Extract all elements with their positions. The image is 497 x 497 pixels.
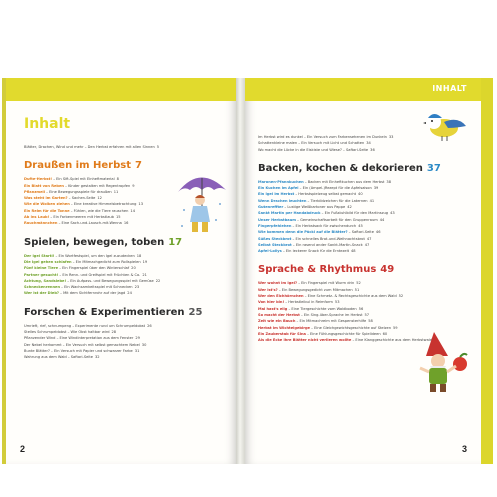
toc-entry-page: 52 xyxy=(398,294,404,299)
toc-entry-description: Umrieft, rief, schnumpeng – Experimente rund um Schrumpeldobst xyxy=(24,323,146,328)
section-title: Backen, kochen & dekorieren xyxy=(258,162,423,174)
toc-section-heading xyxy=(24,306,227,319)
toc-entry-title: Selbst Steckbrot xyxy=(258,242,292,247)
section-title: Forschen & Experimentieren xyxy=(24,306,185,318)
toc-entry-page: 21 xyxy=(142,272,147,277)
toc-entry-title: Sankt Martin per Handabdruck xyxy=(258,211,321,216)
toc-entry-page: 36 xyxy=(370,147,375,152)
toc-entry-description: – Ein Aufpass- und Bewegungsspiel mit Gemüse xyxy=(66,278,154,283)
toc-entry-description: – Ein Mitmachreim mit Gespensterhilfe xyxy=(295,319,367,324)
toc-entry-page: 19 xyxy=(142,259,148,264)
toc-entry-description: – Saftari-Seite xyxy=(347,230,374,235)
toc-entry-description: Schattenkleine malen – Ein Versuch mit Licht und Schatten xyxy=(258,141,365,146)
toc-entry-page: 32 xyxy=(94,355,100,360)
header-label: INHALT xyxy=(432,84,467,93)
toc-entry-page: 34 xyxy=(366,141,371,146)
toc-entry-description: Wo macht die Lücke in die Eiskiste und Wiese? – Saftari-Seite xyxy=(258,147,369,152)
toc-entry-title: Wer wohnt im Igel? xyxy=(258,281,298,286)
toc-entry-title: Wenn Drachen leuchten xyxy=(258,198,307,203)
left-page xyxy=(6,78,237,464)
right-cover-edge xyxy=(481,78,493,464)
toc-entry xyxy=(24,354,227,360)
toc-entry-description: – Eine Gleichgewichtsgeschichte auf Stelzen xyxy=(310,325,391,330)
toc-entry-title: Herbst im Wichtelgebirge xyxy=(258,325,310,330)
toc-entry-description: – Ein schnelles Brot-und-Weihnachtsbrot xyxy=(291,236,365,241)
page-title: Inhalt xyxy=(24,116,71,132)
toc-entry-description: – Sachen-Seite xyxy=(67,196,96,201)
toc-section-heading xyxy=(258,263,469,276)
toc-entry-title: Ein Zauberstab für Sina xyxy=(258,331,306,336)
toc-entry-page: 16 xyxy=(123,221,129,226)
toc-entry-description: – Eine Fühlungsgeschichte für Spielideen xyxy=(305,331,381,336)
toc-entry-page: 28 xyxy=(111,330,117,335)
toc-entry-title: Wer den Eichhörnchen xyxy=(258,294,304,299)
toc-entry-page: 31 xyxy=(134,348,140,353)
page-number-left: 2 xyxy=(20,444,26,454)
toc-entry-description: Im Herbst wird es dunkel – Ein Versuch zum Farbensehenen im Dunkeln xyxy=(258,135,387,139)
toc-entry-page: 48 xyxy=(351,249,356,254)
toc-entry-page: 53 xyxy=(334,300,340,305)
toc-entry-page: 9 xyxy=(132,183,135,188)
toc-entry-title: Schneckenrennen xyxy=(24,285,61,290)
toc-entry-description: – Ein Mitmachgedicht zum Rollspielen xyxy=(71,259,141,264)
section-title: Spielen, bewegen, toben xyxy=(24,236,165,248)
toc-entry-title: Die Igel gehen schlafen xyxy=(24,259,72,264)
toc-entry-description: – Ein Wachsamkeitsspiel mit Schnecken xyxy=(60,285,133,290)
toc-intro: Blätter, Drachen, Wind und mehr – Den Herbst erfahren mit allen Sinnen 5 xyxy=(24,145,160,149)
toc-entry-description: – Eine kreative Himmelsbetrachtung xyxy=(69,202,137,207)
toc-entry-description: – Ein Fingerspiel über den Winterschlaf xyxy=(58,266,130,271)
section-page: 17 xyxy=(168,236,183,248)
toc-entry-title: Wer ist der Dieb? xyxy=(24,291,59,296)
toc-entry-description: – Ein Herbstsack für zwischendurch xyxy=(291,223,357,228)
toc-entry-page: 56 xyxy=(358,306,364,311)
toc-entry-page: 30 xyxy=(141,342,147,347)
toc-entry-description: – Eine Sach-und-Lausch-mit-Wenna xyxy=(57,221,122,226)
toc-entry-description: – Ein Fußstuhlbild für den Martinszug xyxy=(320,211,389,216)
toc-entry-description: – Eine Bewegungsspiele für draußen xyxy=(45,189,112,194)
toc-entry-description: – Ein Wortfestspiel, um den Igel zuzudecken xyxy=(54,253,135,258)
toc-section-heading xyxy=(258,162,469,175)
toc-entry-title: Wer ist's? xyxy=(258,287,278,292)
toc-entry-title: Von hier bin! xyxy=(258,300,285,305)
toc-entry-page: 42 xyxy=(347,205,352,210)
toc-entry-description: – Ein (Ampel-)Rezept für die Apfelsaison xyxy=(298,186,372,191)
toc-entry-description: Wahrung aus dem Wald – Saftari-Seite xyxy=(24,355,93,360)
toc-entry-title: Achtung, Sandsiebe! xyxy=(24,278,67,283)
toc-entry-page: 60 xyxy=(382,331,388,336)
toc-entry-title: Partner gesucht! xyxy=(24,272,59,277)
toc-entry-page: 13 xyxy=(138,202,143,207)
toc-entry-description: Bunte Blätter? – Ein Versuch mit Papier und schwarzer Farbe xyxy=(24,348,133,353)
toc-entry-description: – Kinder gestalten mit Regentropfen xyxy=(63,183,131,188)
toc-entry-title: Süßes Steckbrot xyxy=(258,236,292,241)
toc-entry-title: Gutenreffter xyxy=(258,205,284,210)
toc-entry-title: Pflanzmeil xyxy=(24,189,46,194)
toc-entry-title: So macht der Herbst xyxy=(258,312,300,317)
toc-entry-description: – Gemeinschaftsarbeit für den Gruppenraum xyxy=(296,217,378,222)
toc-entry xyxy=(258,147,469,153)
toc-entry-page: 51 xyxy=(354,287,360,292)
toc-entry-page: 43 xyxy=(390,211,395,216)
toc-entry-title: Unser Herbstbaum xyxy=(258,217,297,222)
toc-entry-title: Wie die Wolken ziehen xyxy=(24,202,70,207)
toc-entry-description: Stelles Schrumpeldobst – Wie Obst haltbar wird xyxy=(24,330,110,335)
section-title: Sprache & Rhythmus xyxy=(258,264,377,276)
section-page: 7 xyxy=(134,160,142,172)
toc-entry-description: – Eine Tiergeschichte vom Waldboden xyxy=(287,306,357,311)
toc-entry-description: – Eine Schmetz- & Rechtsgeschichte aus dem Wald xyxy=(303,294,397,299)
toc-entry-title: Zeit wie ein Bauch xyxy=(258,319,296,324)
girl-with-umbrella-illustration xyxy=(176,170,228,238)
toc-entry-page: 57 xyxy=(364,312,370,317)
toc-entry-page: 29 xyxy=(135,336,140,341)
section-title: Draußen im Herbst xyxy=(24,160,131,172)
toc-entry-description: – Ein Bewegungsgedicht zum Mitmachen xyxy=(277,287,353,292)
section-page: 49 xyxy=(380,264,395,276)
toc-entry-description: – Lustige Weißkartoner aus Pappe xyxy=(283,205,346,210)
toc-entry-description: – Mit dem Sichtfernrohr auf der Jagd xyxy=(58,291,126,296)
toc-entry-page: 22 xyxy=(155,278,161,283)
toc-entry-description: – Eine Klanggeschichte aus dem Herbstwald xyxy=(351,338,433,343)
toc-entry-title: Fünf kleine Tiere xyxy=(24,266,59,271)
toc-entry-page: 41 xyxy=(369,198,375,203)
gnome-with-apple-illustration xyxy=(412,328,472,398)
toc-entry-description: – Fühlen, wie die Tiere rauschen xyxy=(69,208,129,213)
toc-entry-page: 46 xyxy=(375,230,381,235)
toc-entry-title: Ein Reim für die Tonne xyxy=(24,208,70,213)
book-spine xyxy=(236,78,245,464)
blue-tit-bird-illustration xyxy=(422,108,468,142)
toc-entry-description: Pflanzender Wind – Eine Windinterpretation aus dem Fenster xyxy=(24,336,134,341)
toc-entry-description: – Ein leckerer Snack für die Erntezeit xyxy=(281,249,349,254)
toc-entry xyxy=(24,290,227,296)
toc-entry-title: Maronen-Pfannkuchen xyxy=(258,179,304,184)
toc-entry-page: 38 xyxy=(386,179,391,184)
toc-entry-title: Ein Kuchen im Apfel xyxy=(258,186,299,191)
toc-entry-page: 47 xyxy=(366,236,372,241)
toc-entry-title: Der Igel Startl! xyxy=(24,253,55,258)
toc-entry-page: 15 xyxy=(115,215,121,220)
toc-entry-title: Als die Ecke ihre Blätter nicht verlieren wollte xyxy=(258,338,352,343)
toc-entry-title: Wie kommen denn die Päckl auf die Blätter? xyxy=(258,230,348,235)
toc-entry-title: Apfel-Lollys xyxy=(258,249,282,254)
toc-entry-title: Ab ins Laub! xyxy=(24,215,50,220)
toc-entry-page: 33 xyxy=(388,135,394,139)
toc-entry-title: Rauchmännchen xyxy=(24,221,58,226)
toc-entry-title: Was steht im Garten? xyxy=(24,196,68,201)
toc-entry-description: – Backen mit Einheftkuchen aus dem Herbst xyxy=(303,179,385,184)
toc-entry-title: Mal hast's elig xyxy=(258,306,288,311)
toc-entry-page: 11 xyxy=(113,189,119,194)
toc-entry-description: – Tierbildzeichen für die Laternen xyxy=(306,198,368,203)
header-band-right xyxy=(244,78,481,101)
toc-entry-page: 23 xyxy=(134,285,140,290)
toc-entry-page: 12 xyxy=(97,196,102,201)
toc-entry-page: 59 xyxy=(393,325,398,330)
toc-entry-page: 47 xyxy=(364,242,370,247)
toc-entry xyxy=(258,248,469,254)
toc-entry-page: 40 xyxy=(358,192,363,197)
toc-entry-description: – Ein Sing-über-Sprache im Herbst xyxy=(299,312,363,317)
toc-entry-page: 8 xyxy=(116,177,119,182)
toc-entry-page: 20 xyxy=(131,266,136,271)
toc-entry-description: – Ein Fingerspiel mit Wurm drin xyxy=(297,281,355,286)
toc-sections-right xyxy=(258,162,469,344)
toc-entry-page: 24 xyxy=(127,291,132,296)
toc-entry-description: – Herbstleibul in Reimform xyxy=(284,300,333,305)
toc-entry-page: 58 xyxy=(368,319,373,324)
toc-entry-description: – Ein Sift-Spiel mit Einheftmaterial xyxy=(52,177,115,182)
toc-entry-title: Dufte-Herbst! xyxy=(24,177,53,182)
toc-entry-title: Ein Blatt von Reben xyxy=(24,183,64,188)
toc-entry-description: – Herbstspielzeug selbst gemacht xyxy=(294,192,357,197)
right-page xyxy=(244,78,481,464)
toc-entry-description: – Ein rasend ander Sankt-Martin-Snack xyxy=(291,242,363,247)
section-page: 37 xyxy=(426,162,441,174)
toc-entry-title: Ein Igel im Herbst xyxy=(258,192,295,197)
toc-entry-page: 45 xyxy=(358,223,363,228)
toc-entry-title: Fingerpfehlehen xyxy=(258,223,292,228)
toc-entry-page: 44 xyxy=(379,217,385,222)
toc-entry-page: 26 xyxy=(147,323,152,328)
toc-entry-description: – Ein Renn- und Greifspiel mit Früchten & Co. xyxy=(58,272,141,277)
toc-entry-description: Der Nebel herkommt – Ein Versuch mit selbst gemachtem Nebel xyxy=(24,342,140,347)
toc-right xyxy=(258,134,469,343)
section-page: 25 xyxy=(188,306,203,318)
toc-entry-page: 52 xyxy=(356,281,361,286)
toc-entry-description: – Ein Farbenmeeren mit Herbstlaub xyxy=(49,215,114,220)
header-band-left xyxy=(6,78,237,101)
page-number-right: 3 xyxy=(461,444,467,454)
toc-entry-page: 18 xyxy=(136,253,142,258)
toc-entry-page: 14 xyxy=(130,208,135,213)
toc-entry-page: 39 xyxy=(373,186,379,191)
